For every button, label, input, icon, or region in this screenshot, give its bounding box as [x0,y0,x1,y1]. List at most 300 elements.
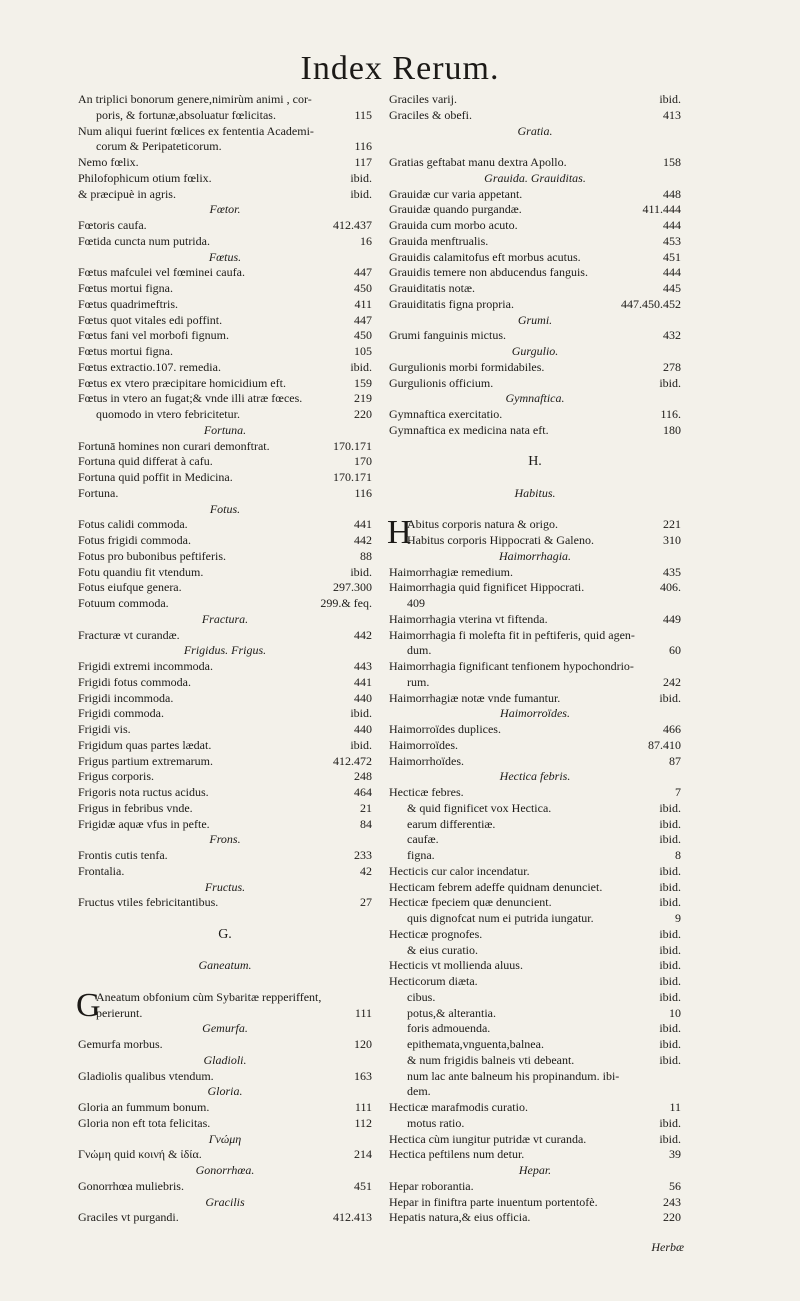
entry-page-ref: 441 [354,517,372,532]
entry-text: Fœtus mortui figna. [78,281,173,295]
index-entry [389,265,681,281]
index-entry [78,990,372,1006]
index-entry [389,895,681,911]
index-entry [389,738,681,754]
index-subheading: Gratia. [517,123,553,138]
index-subheading: Gloria. [207,1084,243,1099]
entry-page-ref: 442 [354,533,372,547]
entry-page-ref: ibid. [659,863,681,878]
entry-page-ref: 27 [360,895,372,910]
entry-text: Haimorrhagia quid fignificet Hippocrati. [389,580,585,595]
spacer [389,470,681,486]
entry-page-ref: 242 [663,674,681,689]
entry-page-ref: ibid. [659,816,681,831]
entry-page-ref: 39 [669,1147,681,1162]
entry-page-ref: 60 [669,643,681,658]
entry-text: Gurgulionis morbi formidabiles. [389,359,545,374]
index-entry [78,517,372,533]
entry-text: Fœtus mortui figna. [78,344,173,358]
index-entry [389,927,681,943]
entry-page-ref: ibid. [350,170,372,185]
entry-page-ref: 297.300 [333,580,372,595]
entry-text: Graciles varij. [389,92,457,106]
entry-text: Fortunā homines non curari demonftrat. [78,438,270,453]
index-entry [389,580,681,596]
entry-page-ref: ibid. [659,974,681,988]
index-entry [389,848,681,864]
index-entry [78,313,372,329]
entry-page-ref: 111 [354,1005,372,1020]
index-entry [389,1053,681,1069]
entry-text: Frigidæ aquæ vfus in pefte. [78,816,210,831]
entry-page-ref: 105 [354,344,372,358]
catchword: Herbæ [651,1240,684,1254]
entry-text: Hepatis natura,& eius officia. [389,1210,531,1225]
entry-text: Frigoris nota ructus acidus. [78,785,209,799]
entry-page-ref: 448 [663,186,681,201]
entry-text: earum differentiæ. [407,816,496,831]
entry-text: Fracturæ vt curandæ. [78,627,180,642]
index-entry [78,124,372,140]
entry-page-ref: ibid. [659,832,681,847]
index-subheading: Gladioli. [203,1052,247,1067]
spacer [78,943,372,959]
entry-page-ref: 243 [663,1194,681,1209]
entry-text: Fœtus quot vitales edi poffint. [78,312,223,327]
index-entry [389,281,681,297]
entry-page-ref: 116 [354,139,372,154]
entry-page-ref: 443 [354,659,372,673]
entry-page-ref: ibid. [659,690,681,705]
entry-text: Gymnaftica exercitatio. [389,407,503,421]
spacer [389,502,681,518]
index-entry [389,360,681,376]
index-entry [389,832,681,848]
index-entry [389,108,681,124]
entry-page-ref: 163 [354,1068,372,1083]
entry-page-ref: 158 [663,155,681,169]
entry-page-ref: ibid. [659,375,681,390]
index-entry [78,659,372,675]
entry-text: & num frigidis balneis vti debeant. [407,1052,575,1067]
entry-page-ref: ibid. [350,186,372,201]
entry-page-ref: 412.437 [333,218,372,232]
entry-page-ref: 220 [663,1210,681,1225]
index-entry [389,785,681,801]
entry-text: rum. [407,674,430,689]
entry-text: 409 [407,596,425,610]
entry-text: Philofophicum otium fœlix. [78,170,212,185]
entry-text: Hepar in finiftra parte inuentum portentofè. [389,1194,598,1209]
entry-page-ref: 432 [663,328,681,343]
index-entry [78,155,372,171]
entry-page-ref: 7 [675,785,681,799]
entry-page-ref: 310 [663,533,681,547]
entry-page-ref: 87.410 [648,737,681,752]
entry-page-ref: 159 [354,375,372,390]
entry-text: dum. [407,643,432,658]
entry-page-ref: 248 [354,769,372,784]
entry-page-ref: ibid. [659,1131,681,1146]
index-subheading: Frigidus. Frigus. [183,643,267,658]
entry-page-ref: 278 [663,359,681,374]
index-entry [78,785,372,801]
entry-page-ref: ibid. [659,926,681,941]
index-entry [389,423,681,439]
index-entry [389,722,681,738]
entry-text: Haimorrhagia fignificant tenfionem hypochondrio- [389,659,634,673]
index-entry [78,754,372,770]
index-entry [78,328,372,344]
index-column-left [78,92,372,1226]
index-entry [78,439,372,455]
entry-text: Grauiditatis notæ. [389,281,475,295]
entry-text: Frontalia. [78,863,125,878]
entry-text: Gloria an fummum bonum. [78,1100,210,1114]
index-entry [389,880,681,896]
entry-page-ref: 117 [354,155,372,169]
index-subheading: Fœtus. [208,249,242,264]
entry-text: Fotus eiufque genera. [78,580,182,595]
index-subheading: Gemurfa. [202,1021,248,1036]
entry-page-ref: 451 [663,249,681,264]
index-subheading: Gurgulio. [511,344,559,358]
entry-text: Grauidæ cur varia appetant. [389,186,523,201]
index-entry [389,1100,681,1116]
entry-page-ref: 445 [663,281,681,295]
index-subheading: Gracilis [205,1194,245,1209]
entry-text: Fœtus in vtero an fugat;& vnde illi atræ fœces. [78,391,303,406]
index-entry [78,470,372,486]
spacer [78,911,372,927]
index-entry [78,738,372,754]
index-entry [389,943,681,959]
entry-page-ref: ibid. [659,1037,681,1051]
entry-text: Frigus corporis. [78,769,154,784]
entry-text: Grauida cum morbo acuto. [389,218,518,232]
entry-page-ref: 441 [354,674,372,689]
entry-page-ref: 435 [663,564,681,579]
index-entry [78,391,372,407]
entry-text: quomodo in vtero febricitetur. [96,407,240,421]
entry-page-ref: ibid. [659,989,681,1004]
entry-text: Haimorrhagia vterina vt fiftenda. [389,611,548,626]
index-entry [78,234,372,250]
entry-page-ref: 21 [360,800,372,815]
index-entry [389,250,681,266]
entry-text: cibus. [407,989,436,1004]
entry-text: Aneatum obfonium cùm Sybaritæ repperiffent, [96,989,322,1004]
index-entry [389,675,681,691]
entry-text: Fœtus extractio.107. remedia. [78,359,221,374]
entry-page-ref: 42 [360,863,372,878]
entry-page-ref: 219 [354,391,372,406]
entry-text: Frigus in febribus vnde. [78,800,193,815]
index-entry [389,155,681,171]
index-entry [389,801,681,817]
entry-page-ref: 450 [354,281,372,295]
entry-text: Frontis cutis tenfa. [78,848,168,862]
entry-page-ref: 466 [663,722,681,736]
entry-page-ref: 411 [354,296,372,311]
index-entry [78,187,372,203]
entry-text: quis dignofcat num ei putrida iungatur. [407,911,594,925]
entry-page-ref: 170.171 [333,438,372,453]
entry-text: & præcipuè in agris. [78,186,176,201]
index-subheading: Habitus. [514,485,556,500]
entry-page-ref: ibid. [659,1052,681,1067]
entry-text: Fotus frigidi commoda. [78,533,191,547]
entry-text: Gonorrhœa muliebris. [78,1178,184,1193]
entry-text: Gratias geftabat manu dextra Apollo. [389,155,567,169]
entry-text: Haimorrhagia fi molefta fit in peftiferis, quid agen- [389,627,635,642]
index-entry [389,691,681,707]
entry-page-ref: 447 [354,265,372,280]
entry-page-ref: 11 [669,1100,681,1114]
entry-page-ref: 233 [354,848,372,862]
drop-capital: H [387,514,412,552]
index-subheading: Hectica febris. [499,769,571,784]
entry-page-ref: ibid. [659,1021,681,1036]
index-letter-heading: G. [218,926,232,942]
entry-page-ref: ibid. [350,564,372,579]
entry-text: Fructus vtiles febricitantibus. [78,895,219,910]
index-subheading: Gymnaftica. [505,391,565,406]
index-entry [389,533,681,549]
index-entry [78,895,372,911]
index-entry [389,1084,681,1100]
entry-text: Hepar roborantia. [389,1178,474,1193]
spacer [389,439,681,455]
index-entry [389,628,681,644]
index-entry [78,722,372,738]
entry-page-ref: 111 [354,1100,372,1114]
entry-text: corum & Peripateticorum. [96,139,222,154]
index-entry [389,517,681,533]
entry-page-ref: 9 [675,911,681,925]
index-entry [389,187,681,203]
entry-text: Frigidum quas partes lædat. [78,737,212,752]
entry-page-ref: 84 [360,816,372,831]
entry-text: Haimorrhagiæ notæ vnde fumantur. [389,690,561,705]
entry-text: Hecticam febrem adeffe quidnam denunciet. [389,879,603,894]
index-entry [78,297,372,313]
entry-text: Frigidi vis. [78,722,131,736]
index-entry [389,1210,681,1226]
entry-text: An triplici bonorum genere,nimirùm animi , cor- [78,92,312,106]
entry-page-ref: 221 [663,517,681,532]
index-entry [389,328,681,344]
index-entry [78,580,372,596]
index-entry [78,360,372,376]
entry-text: & quid fignificet vox Hectica. [407,800,552,815]
entry-text: Habitus corporis Hippocrati & Galeno. [407,533,594,547]
index-entry [78,218,372,234]
entry-text: Gurgulionis officium. [389,375,494,390]
entry-text: Graciles vt purgandi. [78,1210,179,1225]
index-entry [389,1147,681,1163]
entry-page-ref: 56 [669,1178,681,1193]
index-entry [78,1210,372,1226]
entry-text: Γνώμη quid κοινή & ἰδία. [78,1147,202,1162]
drop-capital: G [76,986,101,1024]
entry-page-ref: ibid. [659,879,681,894]
entry-text: Hecticæ prognofes. [389,926,483,941]
index-entry [78,344,372,360]
index-entry [78,376,372,392]
index-subheading: Grumi. [517,312,553,327]
entry-text: Abitus corporis natura & origo. [407,517,558,532]
entry-text: Fortuna quid poffit in Medicina. [78,470,233,484]
entry-page-ref: ibid. [659,92,681,106]
entry-text: Gloria non eft tota felicitas. [78,1115,211,1130]
entry-text: potus,& alterantia. [407,1005,496,1020]
index-entry [78,848,372,864]
entry-page-ref: 440 [354,690,372,705]
index-entry [78,92,372,108]
index-entry [78,281,372,297]
entry-text: & eius curatio. [407,942,478,957]
index-entry [78,565,372,581]
index-subheading: Gonorrhœa. [195,1163,255,1177]
entry-page-ref: 451 [354,1178,372,1193]
entry-page-ref: ibid. [659,1115,681,1130]
entry-text: Grauida menftrualis. [389,233,489,248]
index-entry [78,691,372,707]
entry-page-ref: 180 [663,422,681,437]
entry-page-ref: ibid. [350,359,372,374]
entry-page-ref: 413 [663,107,681,122]
index-subheading: Haimorroïdes. [500,706,570,721]
entry-page-ref: 299.& feq. [320,596,372,610]
entry-text: Hecticis cur calor incendatur. [389,863,530,878]
entry-text: Frigidi fotus commoda. [78,674,191,689]
index-entry [78,265,372,281]
entry-page-ref: 116. [660,407,681,421]
entry-text: Fotuum commoda. [78,596,169,610]
entry-text: perierunt. [96,1005,143,1020]
entry-text: Haimorrhagiæ remedium. [389,564,513,579]
entry-text: Grauiditatis figna propria. [389,296,514,311]
index-subheading: Fractura. [201,611,249,626]
index-entry [389,612,681,628]
entry-text: Frigidi incommoda. [78,690,174,705]
index-entry [78,1179,372,1195]
index-entry [389,1195,681,1211]
index-subheading: Ganeatum. [198,958,252,973]
entry-text: Fotus calidi commoda. [78,517,188,532]
entry-text: Haimorrhoïdes. [389,753,464,768]
entry-text: Hecticorum diæta. [389,974,478,988]
index-entry [389,864,681,880]
entry-page-ref: ibid. [350,706,372,721]
index-entry [389,974,681,990]
entry-page-ref: 442 [354,627,372,642]
entry-page-ref: 447.450.452 [621,296,681,311]
spacer [78,974,372,990]
index-entry [389,596,681,612]
index-entry [78,706,372,722]
entry-page-ref: 115 [354,107,372,122]
entry-page-ref: ibid. [659,942,681,957]
index-subheading: Grauida. Grauiditas. [484,170,586,185]
entry-page-ref: 440 [354,722,372,736]
index-entry [389,1116,681,1132]
index-entry [78,769,372,785]
entry-text: num lac ante balneum his propinandum. ibi- [407,1068,620,1083]
index-subheading: Haimorrhagia. [498,548,572,563]
entry-text: Haimorroïdes. [389,737,458,752]
index-entry [78,486,372,502]
index-entry [78,407,372,423]
index-entry [389,297,681,313]
index-entry [78,628,372,644]
index-entry [389,234,681,250]
entry-page-ref: 112 [354,1115,372,1130]
entry-page-ref: 10 [669,1005,681,1020]
entry-text: motus ratio. [407,1115,465,1130]
entry-page-ref: 214 [354,1147,372,1162]
entry-page-ref: 16 [360,233,372,248]
entry-text: Hecticæ fpeciem quæ denuncient. [389,895,552,910]
entry-text: Frigidi extremi incommoda. [78,659,213,673]
entry-page-ref: 444 [663,265,681,280]
index-entry [78,596,372,612]
index-entry [389,643,681,659]
entry-text: Grumi fanguinis mictus. [389,328,506,343]
entry-text: Frigus partium extremarum. [78,753,213,768]
entry-page-ref: 406. [660,580,681,595]
entry-text: dem. [407,1084,431,1099]
index-subheading: Hepar. [518,1163,552,1177]
entry-page-ref: 87 [669,753,681,768]
index-subheading: Fotus. [209,501,241,516]
entry-page-ref: ibid. [659,958,681,973]
index-entry [389,958,681,974]
entry-text: Frigidi commoda. [78,706,164,721]
index-entry [78,801,372,817]
entry-text: Fotus pro bubonibus peftiferis. [78,548,226,563]
index-entry [389,1006,681,1022]
entry-text: Fœtus fani vel morbofi fignum. [78,328,229,343]
index-entry [78,864,372,880]
entry-page-ref: 170 [354,454,372,469]
entry-page-ref: 8 [675,848,681,862]
spacer [389,139,681,155]
entry-page-ref: 170.171 [333,470,372,484]
entry-page-ref: 88 [360,548,372,563]
entry-text: Grauidæ quando purgandæ. [389,202,522,217]
entry-page-ref: 449 [663,611,681,626]
entry-page-ref: 450 [354,328,372,343]
index-subheading: Fœtor. [209,202,241,217]
entry-page-ref: 453 [663,233,681,248]
index-entry [78,533,372,549]
entry-page-ref: 116 [354,485,372,500]
entry-page-ref: ibid. [659,800,681,815]
index-letter-heading: H. [528,454,542,470]
entry-page-ref: 411.444 [642,202,681,217]
entry-page-ref: ibid. [350,737,372,752]
entry-text: Gladiolis qualibus vtendum. [78,1068,214,1083]
index-entry [78,549,372,565]
index-subheading: Fructus. [204,879,246,894]
index-entry [78,1100,372,1116]
index-entry [78,108,372,124]
index-entry [389,1179,681,1195]
entry-text: poris, & fortunæ,absoluatur fœlicitas. [96,107,276,122]
index-entry [78,1006,372,1022]
